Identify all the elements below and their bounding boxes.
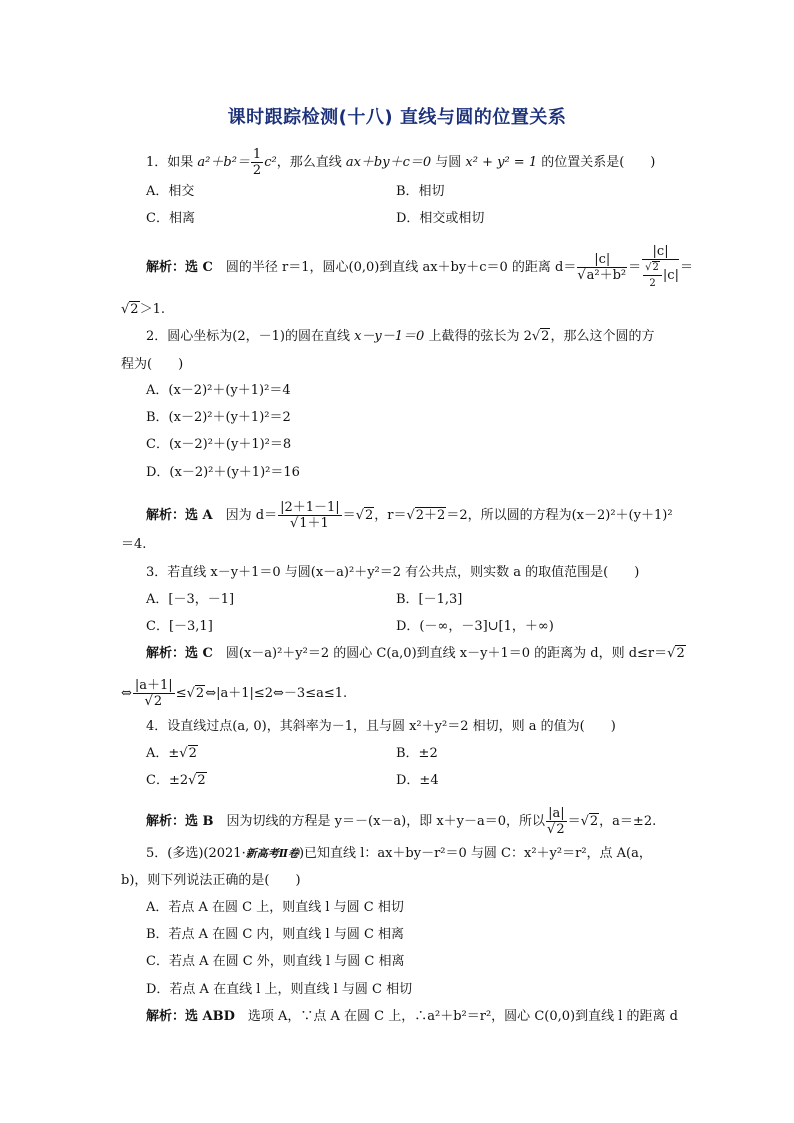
q4-stem: 4．设直线过点(a, 0)，其斜率为－1，且与圆 x²＋y²＝2 相切，则 a 的值为( )	[146, 719, 616, 734]
q1-half-den: 2	[252, 163, 262, 178]
q1-dist2-num: |c|	[642, 244, 679, 260]
q3-sol2-post: ≤	[175, 686, 187, 701]
q1-option-c: C．相离	[146, 211, 195, 226]
q1-solution-text: 圆的半径 r＝1，圆心(0,0)到直线 ax＋by＋c＝0 的距离 d＝	[212, 260, 577, 275]
q2-solution-post: ＝2，所以圆的方程为(x－2)²＋(y＋1)²	[446, 508, 673, 523]
q3-solution: 解析：选 C 圆(x－a)²＋y²＝2 的圆心 C(a,0)到直线 x－y＋1＝0 的距离为 d，则 d≤r＝√2	[146, 646, 685, 661]
q2-option-d: D．(x－2)²＋(y＋1)²＝16	[146, 465, 300, 480]
q5-option-b: B．若点 A 在圆 C 内，则直线 l 与圆 C 相离	[146, 927, 405, 942]
q5-option-d: D．若点 A 在直线 l 上，则直线 l 与圆 C 相切	[146, 982, 413, 997]
q5-option-a: A．若点 A 在圆 C 上，则直线 l 与圆 C 相切	[146, 900, 404, 915]
q1-circle-eq: x² + y² = 1	[465, 155, 538, 170]
q2-option-c: C．(x－2)²＋(y＋1)²＝8	[146, 437, 292, 452]
q3-option-b: B．[－1,3]	[396, 592, 463, 607]
q5-option-c: C．若点 A 在圆 C 外，则直线 l 与圆 C 相离	[146, 954, 405, 969]
q2-line-eq: x－y－1＝0	[354, 329, 425, 344]
q1-option-d: D．相交或相切	[396, 211, 485, 226]
q5-source: 新高考Ⅱ卷	[245, 847, 299, 860]
q2-option-b: B．(x－2)²＋(y＋1)²＝2	[146, 410, 291, 425]
q2-dist-radicand: 1＋1	[299, 516, 329, 531]
q5-stem-line2: b)，则下列说法正确的是( )	[121, 873, 301, 888]
q2-eq: ＝	[342, 508, 356, 523]
q2-solution-label: 解析：选 A	[146, 508, 213, 523]
q1-inner-radicand: 2	[652, 262, 659, 273]
q4-option-d: D．±4	[396, 773, 439, 788]
q3-dist-radicand: 2	[153, 694, 163, 709]
q4-rhs-radicand: 2	[589, 814, 599, 829]
q2-solution-end: ＝4.	[121, 537, 147, 552]
q2-stem-line2: 程为( )	[121, 357, 184, 372]
q1-solution-end: √2＞1.	[121, 302, 165, 317]
q3-dist-den: √2	[144, 694, 163, 709]
q1-inner-abs-c: |c|	[662, 268, 679, 283]
q2-chord-radicand: 2	[541, 329, 550, 344]
q5-stem-line1	[146, 845, 652, 863]
q1-dist-fraction	[577, 252, 627, 283]
q2-stem-pre: 2．圆心坐标为(2，－1)的圆在直线	[146, 329, 355, 344]
q4-option-c-label: C．±2	[146, 773, 189, 788]
q1-stem-mid2: 与圆	[431, 155, 466, 170]
q1-eq-2: ＝	[679, 260, 693, 275]
q1-option-a: A．相交	[146, 184, 195, 199]
q3-option-d: D．(－∞，－3]∪[1，＋∞)	[396, 619, 554, 634]
q4-dist-radicand: 2	[556, 822, 565, 837]
q5-solution-label: 解析：选 ABD	[146, 1009, 235, 1024]
q2-solution-mid: ，r＝	[374, 508, 407, 523]
q2-d-radicand: 2	[364, 508, 374, 523]
q4-solution-end: ，a＝±2.	[599, 814, 657, 829]
q4-option-a-radicand: 2	[188, 746, 197, 761]
q4-option-a: A．±√2	[146, 746, 197, 761]
q3-solution-line2: ⇔ $\frac{|a+1|}{√2}$ ≤√2⇔|a＋1|≤2⇔－3≤a≤1.	[121, 678, 348, 709]
q1-eq-1: ＝	[628, 260, 642, 275]
q1-stem-pre: 1．如果	[146, 155, 198, 170]
q5-solution	[146, 1008, 678, 1026]
q1-half-fraction	[251, 147, 263, 178]
q2-solution-text: 因为 d＝	[212, 508, 278, 523]
q5-solution-text: 选项 A，∵点 A 在圆 C 上，∴a²＋b²＝r²，圆心 C(0,0)到直线 l 的距离 d	[234, 1009, 678, 1024]
q4-option-c: C．±2√2	[146, 773, 206, 788]
q1-line-eq: ax＋by＋c＝0	[345, 155, 432, 170]
q2-stem-line1: 2．圆心坐标为(2，－1)的圆在直线 x－y－1＝0 上截得的弦长为 2√2，那么这个圆的方	[146, 329, 655, 344]
q4-solution-text: 因为切线的方程是 y＝－(x－a)，即 x＋y－a＝0，所以	[213, 814, 546, 829]
q1-inner-den: 2	[649, 278, 656, 289]
q2-dist-den: √1＋1	[289, 516, 329, 531]
q1-inner-num: √2	[643, 260, 662, 276]
q1-dist-num: |c|	[577, 252, 627, 268]
q1-cond-lhs: a²＋b²＝	[197, 155, 250, 170]
q1-stem	[146, 147, 655, 178]
q3-dist-num: |a＋1|	[134, 678, 173, 693]
q4-dist-fraction	[546, 806, 567, 837]
page-title: 课时跟踪检测(十八) 直线与圆的位置关系	[227, 107, 567, 128]
q1-half-num: 1	[252, 147, 262, 162]
q2-dist-fraction	[278, 500, 342, 531]
q4-option-b: B．±2	[396, 746, 438, 761]
q2-stem-tail: ，那么这个圆的方	[550, 329, 655, 344]
q1-stem-post: 的位置关系是( )	[537, 155, 656, 170]
q4-solution-label: 解析：选 B	[146, 814, 214, 829]
q1-dist-den: √a²＋b²	[577, 268, 627, 283]
q3-option-a: A．[－3，－1]	[146, 592, 235, 607]
q2-option-a: A．(x－2)²＋(y＋1)²＝4	[146, 383, 291, 398]
q2-dist-num: |2＋1－1|	[280, 500, 340, 515]
q3-sol2-tail: ⇔|a＋1|≤2⇔－3≤a≤1.	[205, 686, 348, 701]
q4-solution: 解析：选 B 因为切线的方程是 y＝－(x－a)，即 x＋y－a＝0，所以 $\frac{|a|}{√2}$ ＝√2，a＝±2.	[146, 806, 657, 837]
q1-dist-radicand: a²＋b²	[586, 268, 627, 283]
q1-end-text: ＞1.	[139, 302, 165, 317]
q1-solution-label: 解析：选 C	[146, 260, 213, 275]
q1-cond-rhs: c²	[264, 155, 277, 170]
q4-dist-num: |a|	[548, 806, 565, 821]
q3-sol2-pre: ⇔	[121, 686, 132, 701]
q1-solution	[146, 244, 693, 291]
q1-option-b: B．相切	[396, 184, 445, 199]
q3-option-c: C．[－3,1]	[146, 619, 213, 634]
q1-stem-mid: ，那么直线	[276, 155, 346, 170]
q5-stem-pre: 5．(多选)(2021·	[146, 846, 246, 861]
q3-dist-fraction	[133, 678, 175, 709]
q1-inner-fraction	[643, 260, 662, 291]
q1-dist-fraction-2	[642, 244, 679, 291]
q4-option-c-radicand: 2	[197, 773, 206, 788]
q4-option-a-label: A．±	[146, 746, 180, 761]
q3-stem: 3．若直线 x－y＋1＝0 与圆(x－a)²＋y²＝2 有公共点，则实数 a 的取值范围是( )	[146, 565, 640, 580]
q2-solution: 解析：选 A 因为 d＝ $\frac{|2+1-1|}{√1+1}$ ＝√2，r＝√2＋2＝2，所以圆的方程为(x－2)²＋(y＋1)²	[146, 500, 673, 531]
q1-dist2-den	[642, 260, 679, 291]
q2-stem-post: 上截得的弦长为 2	[424, 329, 532, 344]
q4-dist-den: √2	[547, 822, 565, 837]
q3-solution-text: 圆(x－a)²＋y²＝2 的圆心 C(a,0)到直线 x－y＋1＝0 的距离为 d，则 d≤r＝	[212, 646, 668, 661]
q2-r-radicand: 2＋2	[415, 508, 446, 523]
q5-stem-post: )已知直线 l：ax＋by－r²＝0 与圆 C：x²＋y²＝r²，点 A(a，	[298, 846, 652, 861]
q1-end-radicand: 2	[130, 302, 139, 317]
q4-solution-post: ＝	[567, 814, 581, 829]
q3-r-radicand: 2	[676, 646, 685, 661]
q3-sol2-radicand: 2	[195, 686, 205, 701]
q3-solution-label: 解析：选 C	[146, 646, 213, 661]
